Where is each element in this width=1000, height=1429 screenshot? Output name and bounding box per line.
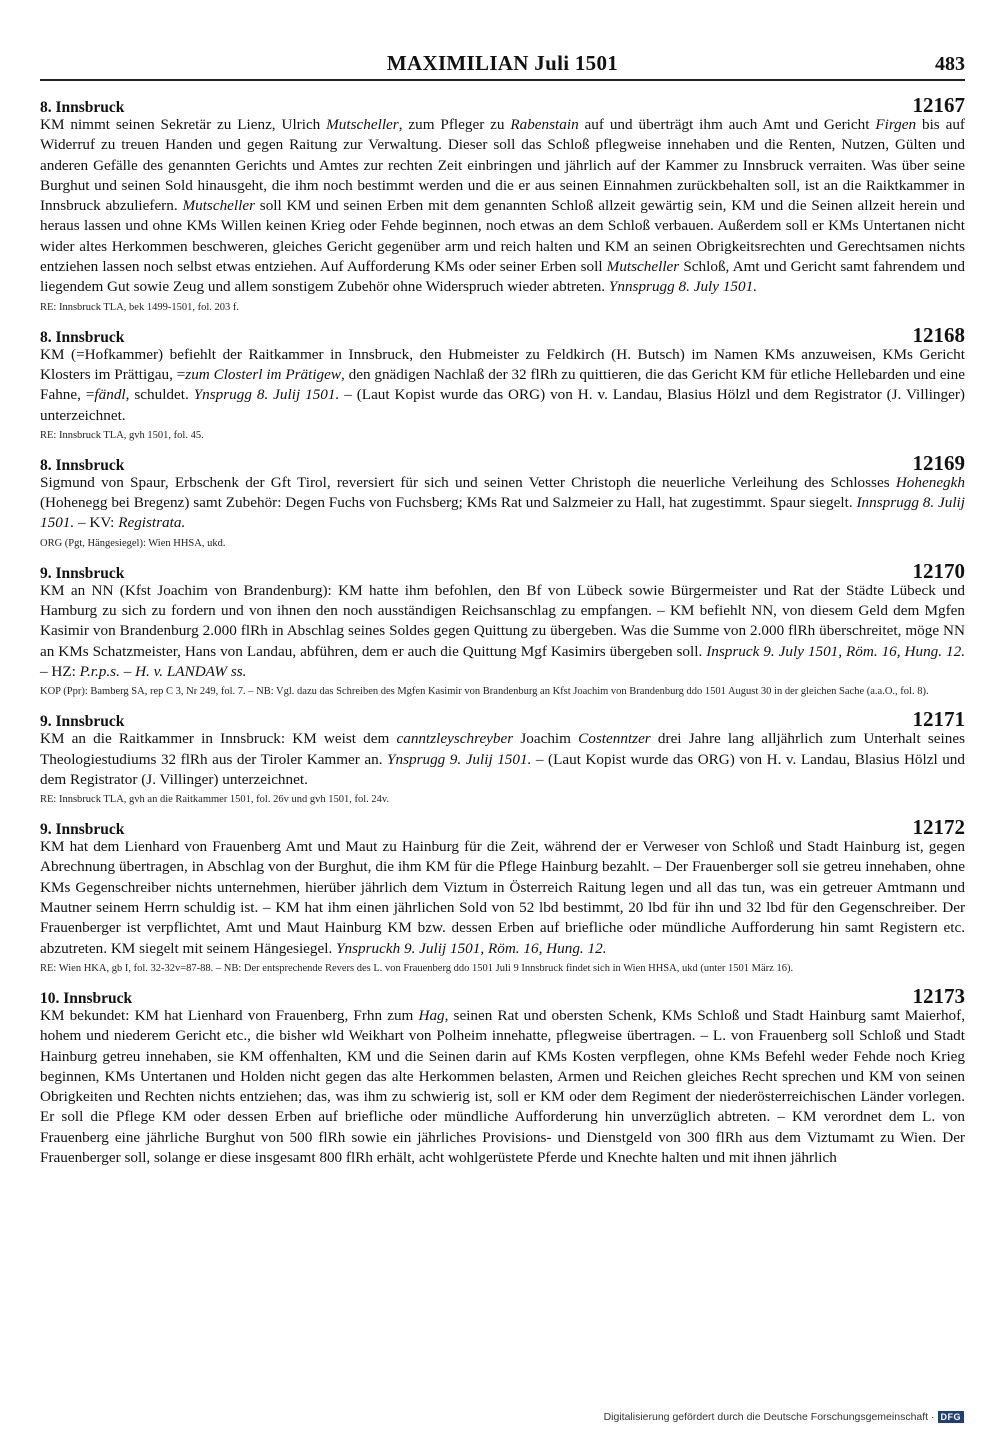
entry-text-segment: – KV: (74, 514, 119, 532)
entry-text (40, 1006, 965, 1168)
entry-text-italic: Ynspruckh 9. Julij 1501, Röm. 16, Hung. 12. (336, 939, 607, 957)
entry-text-segment: Schloß, Amt und Gericht samt fahrendem und liegendem Gut sowie Zeug und allem sonstigem Zubehör ohne Widerspruch wieder abtreten. (40, 258, 965, 296)
entry-text-segment: KM (=Hofkammer) befiehlt der Raitkammer in Innsbruck, den Hubmeister zu Feldkirch (H. Butsch) im Namen KMs anzuweisen, KMs Gericht Klosters im Prättigau, = (40, 345, 965, 383)
entry-number: 12171 (912, 707, 965, 732)
entry-header (40, 451, 965, 473)
regest-entry (40, 815, 965, 976)
entry-text-segment: drei Jahre lang alljährlich zum Unterhalt seines Theologiestudiums 32 flRh aus der Tiroler Kammer an. (40, 730, 965, 768)
entry-date: 9. Innsbruck (40, 821, 125, 839)
footer-credit: Digitalisierung gefördert durch die Deutsche Forschungsgemeinschaft · (603, 1411, 935, 1423)
entry-date: 9. Innsbruck (40, 564, 125, 582)
running-title: MAXIMILIAN Juli 1501 (386, 51, 619, 75)
entry-text-segment: soll KM und seinen Erben mit dem genannten Schloß allzeit gewärtig sein, KM und die Seinen allzeit herein und heraus lassen und ohne KMs Willen keinen Krieg oder Fehde beginnen, noch etwas an dem Schloß verbauen. Außerdem soll er KMs Untertanen nicht wider altes Herkommen beschweren, gleiches Gericht gegenüber arm und reich halten und KM an seinen Obrigkeitsrechten und Gerechtsamen nichts entziehen lassen noch selbst etwas entziehen. Auf Aufforderung KMs oder seiner Erben soll (40, 197, 965, 276)
entry-date: 10. Innsbruck (40, 989, 133, 1007)
entry-text-segment: – (Laut Kopist wurde das ORG) von H. v. Landau, Blasius Hölzl und dem Registrator (J. Villinger) unterzeichnet. (40, 386, 965, 424)
entry-text-segment: , zum Pfleger zu (398, 116, 511, 133)
entry-number: 12168 (912, 322, 965, 347)
entry-source: KOP (Ppr): Bamberg SA, rep C 3, Nr 249, fol. 7. – NB: Vgl. dazu das Schreiben des Mgfen Kasimir von Brandenburg an Kfst Joachim von Brandenburg ddo 1501 August 30 in der gleichen Sache (a.a.O., fol. 8). (40, 686, 929, 698)
entry-text-italic: Firgen (875, 116, 917, 133)
entry-header (40, 815, 965, 840)
entry-date: 8. Innsbruck (40, 99, 125, 116)
entry-text-italic: Hohenegkh (895, 473, 965, 491)
entry-date: 8. Innsbruck (40, 328, 125, 346)
entries-list (40, 93, 965, 1168)
entry-text-italic: Hag (418, 1006, 445, 1024)
header-rule (40, 79, 965, 81)
entry-text-segment: – HZ: (40, 662, 80, 680)
entry-number: 12170 (912, 558, 965, 583)
entry-text-segment: bis auf Widerruf zu treuen Handen und gegen Raitung zur Verwaltung. Dieser soll das Schloß pflegweise innehaben und die Renten, Nutzen, Gülten und anderen Gefälle des genannten Gerichts und Amtes zur rechten Zeit einbringen und jährlich auf der Kammer zu Innsbruck verraiten. Was über seine Burghut und seinen Sold hinausgeht, die ihm noch bestimmt werden und die er aus seinen Einnahmen zurückbehalten soll, ist an die Raiktkammer in Innsbruck abzuliefern. (40, 116, 965, 215)
entry-header (40, 323, 965, 345)
entry-text-italic: Rabenstain (510, 116, 579, 133)
entry-text (40, 345, 965, 426)
entry-text-segment: auf und überträgt ihm auch Amt und Gericht (578, 116, 876, 133)
entry-text-segment: KM nimmt seinen Sekretär zu Lienz, Ulrich (40, 116, 327, 133)
entry-source: RE: Wien HKA, gb I, fol. 32-32v=87-88. – NB: Der entsprechende Revers des L. von Frauenberg ddo 1501 Juli 9 Innsbruck findet sich in Wien HHSA, ukd (unter 1501 März 16). (40, 962, 794, 974)
entry-text-segment: Joachim (513, 730, 579, 748)
document-page (40, 46, 965, 1176)
page-header (40, 46, 965, 76)
entry-source: RE: Innsbruck TLA, bek 1499-1501, fol. 203 f. (40, 301, 239, 313)
entry-text-segment: , den gnädigen Nachlaß der 32 flRh zu quittieren, die das Gericht KM für etliche Hellebarden und eine Fahne, = (40, 365, 965, 404)
entry-text-italic: Ynsprugg 8. Julij 1501. (193, 386, 340, 404)
entry-text-segment: KM an NN (Kfst Joachim von Brandenburg): KM hatte ihm befohlen, den Bf von Lübeck sowie Bürgermeister und Rat der Städte Lübeck und Hamburg zu sich zu fordern und von ihnen den noch ausständigen Reichsanschlag zu empfangen. – KM befiehlt NN, von diesem Geld dem Mgfen Kasimir von Brandenburg 2.000 flRh in Abschlag seines Soldes gegen Quittung zu übergeben. Was die Summe von 2.000 flRh überschreitet, möge NN an KMs Schatzmeister, Hans von Landau, abführen, dem er auch die Quittung Mgf Kasimirs übergeben soll. (40, 581, 965, 660)
entry-text-segment: , seinen Rat und obersten Schenk, KMs Schloß und Stadt Hainburg samt Maierhof, hohem und niederem Gericht etc., die bisher wld Weikhart von Polheim innehatte, pflegweise übertragen. – L. von Frauenberg soll Schloß und Stadt Hainburg getreu innehaben, sie KM offenhalten, KM und die Seinen darin auf KMs Kosten verpflegen, ohne KMs Befehl weder Fehde noch Krieg beginnen, KMs Untertanen und Holden nicht gegen das alte Herkommen belasten, Armen und Reichen gleiches Recht sprechen und KM von seinen Obrigkeiten und Rechten nichts entziehen; das, was ihm zu schwierig ist, soll er KM oder dem Regiment der niederösterreichischen Länder vorlegen. Er soll die Pflege KM oder dessen Erben auf briefliche oder mündliche Aufforderung hin unverzüglich abtreten. – KM verordnet dem L. von Frauenberg eine jährliche Burghut von 500 flRh sowie ein jährliches Provisions- und Dienstgeld von 300 flRh aus dem Viztumamt zu Wien. Der Frauenberger soll, solange er diese insgesamt 800 flRh erhält, acht wohlgerüstete Pferde und Knechte halten und mit ihnen jährlich (40, 1006, 965, 1166)
entry-source: ORG (Pgt, Hängesiegel): Wien HHSA, ukd. (40, 537, 226, 549)
entry-text-italic: fändl (94, 386, 126, 404)
entry-date: 8. Innsbruck (40, 456, 125, 474)
entry-text (40, 473, 965, 534)
entry-text-segment: Sigmund von Spaur, Erbschenk der Gft Tirol, reversiert für sich und seinen Vetter Christoph die neuerliche Verleihung des Schlosses (40, 473, 896, 491)
entry-text-italic: Innsprugg 8. Julij 1501. (40, 494, 965, 532)
entry-text-italic: Ynsprugg 9. Julij 1501. (387, 750, 532, 768)
entry-text-segment: (Hohenegg bei Bregenz) samt Zubehör: Degen Fuchs von Fuchsberg; KMs Rat und Salzmeier zu Hall, hat zugestimmt. Spaur siegelt. (40, 494, 857, 512)
entry-number: 12172 (912, 815, 965, 840)
dfg-logo: DFG (938, 1411, 965, 1423)
entry-text (40, 837, 965, 959)
regest-entry (40, 707, 965, 807)
entry-header (40, 707, 965, 732)
regest-entry (40, 451, 965, 551)
entry-source: RE: Innsbruck TLA, gvh 1501, fol. 45. (40, 429, 204, 441)
entry-source: RE: Innsbruck TLA, gvh an die Raitkammer 1501, fol. 26v und gvh 1501, fol. 24v. (40, 794, 390, 806)
entry-text (40, 115, 965, 298)
entry-text-segment: , schuldet. (125, 386, 194, 404)
entry-number: 12169 (912, 450, 965, 475)
regest-entry (40, 93, 965, 315)
entry-text-italic: Registrata. (118, 514, 186, 532)
entry-text-italic: Inspruck 9. July 1501, Röm. 16, Hung. 12. (706, 642, 965, 660)
entry-text-segment: KM bekundet: KM hat Lienhard von Frauenberg, Frhn zum (40, 1006, 419, 1024)
regest-entry (40, 984, 965, 1168)
regest-entry (40, 323, 965, 443)
entry-date: 9. Innsbruck (40, 713, 125, 731)
entry-text (40, 729, 965, 790)
entry-header (40, 984, 965, 1006)
page-footer (604, 1411, 964, 1423)
entry-text (40, 581, 965, 682)
entry-text-italic: Costenntzer (578, 730, 651, 748)
entry-header (40, 93, 965, 115)
entry-text-segment: – (Laut Kopist wurde das ORG) von H. v. Landau, Blasius Hölzl und dem Registrator (J. Villinger) unterzeichnet. (40, 750, 965, 788)
entry-text-italic: Mutscheller (606, 258, 680, 276)
entry-text-italic: Mutscheller (182, 197, 255, 215)
entry-number: 12167 (912, 93, 965, 117)
entry-text-italic: Mutscheller (326, 116, 399, 133)
entry-text-segment: KM hat dem Lienhard von Frauenberg Amt und Maut zu Hainburg für die Zeit, während der er Verweser von Schloß und Stadt Hainburg ist, gegen Abrechnung übertragen, in Abschlag von der Burghut, die ihm KM für die Pflege Hainburg bezahlt. – Der Frauenberger soll sie getreu innehaben, ohne KMs Gegenschreiber nichts unternehmen, hierüber jährlich dem Viztum in Österreich Raitung legen und all das tun, was ein getreuer Amtmann und Mautner seinem Herrn schuldig ist. – KM hat ihm einen jährlichen Sold von 52 lbd bestimmt, 20 lbd für ihn und 32 lbd für den Gegenschreiber. Der Frauenberger ist verpflichtet, Amt und Maut Hainburg KM bzw. dessen Erben auf briefliche oder mündliche Aufforderung hin samt Registern etc. abzutreten. KM siegelt mit seinem Hängesiegel. (40, 838, 965, 957)
entry-text-italic: zum Closterl im Prätigew (185, 365, 342, 383)
entry-text-italic: canntzleyschreyber (396, 730, 514, 748)
entry-text-italic: Ynnsprugg 8. July 1501. (608, 278, 757, 296)
entry-header (40, 559, 965, 581)
page-number: 483 (935, 53, 965, 75)
regest-entry (40, 559, 965, 699)
entry-number: 12173 (912, 983, 965, 1008)
entry-text-segment: KM an die Raitkammer in Innsbruck: KM weist dem (40, 730, 397, 748)
entry-text-italic: P.r.p.s. – H. v. LANDAW ss. (79, 662, 247, 680)
